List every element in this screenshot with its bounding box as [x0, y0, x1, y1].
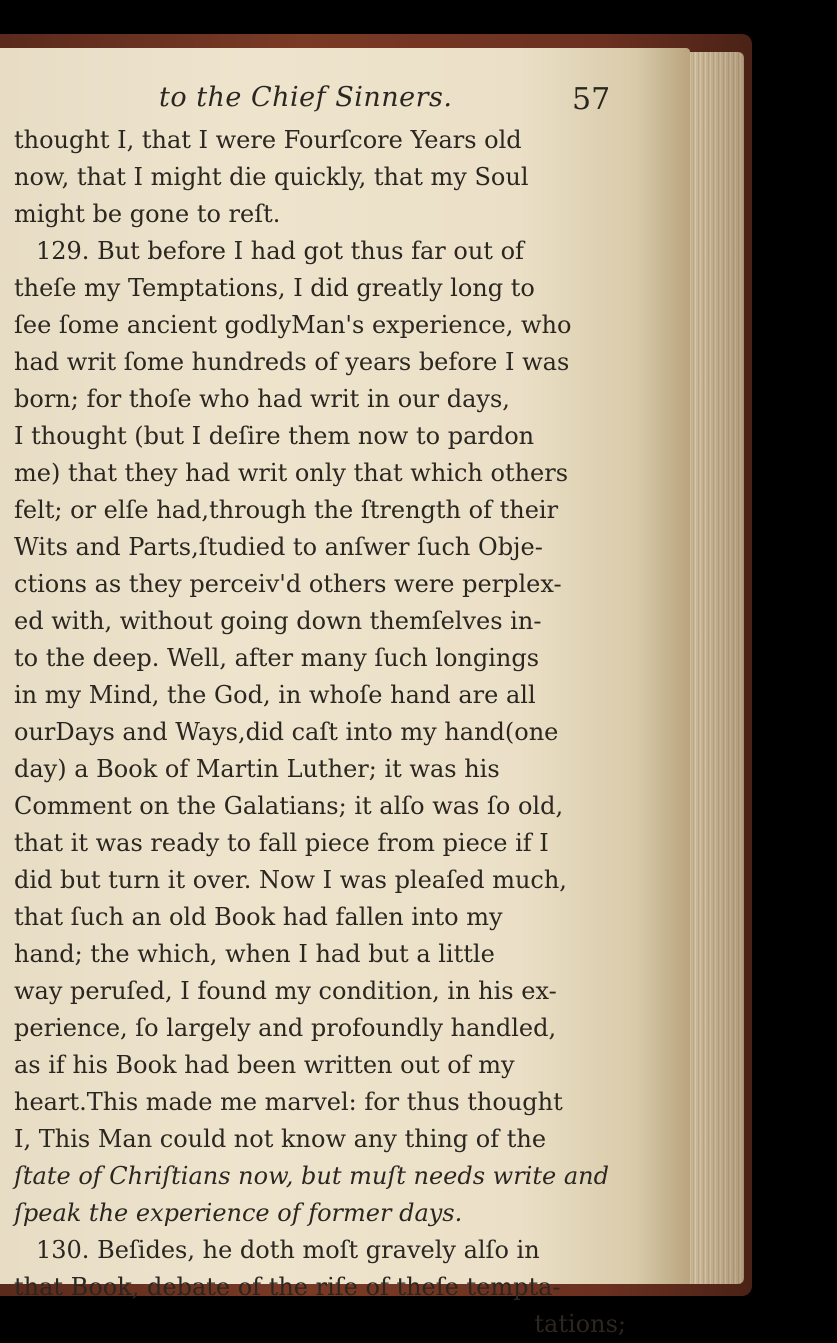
body-text — [14, 122, 674, 1343]
text-line: that ſuch an old Book had fallen into my — [14, 903, 503, 931]
text-line: born; for thoſe who had writ in our days, — [14, 385, 510, 413]
page-header — [14, 72, 674, 122]
page-text — [14, 72, 674, 1343]
running-head: to the Chief Sinners. — [159, 82, 453, 113]
text-line: heart.This made me marvel: for thus thought — [14, 1088, 563, 1116]
text-line: I thought (but I deſire them now to pardon — [14, 422, 535, 450]
text-line: ourDays and Ways,did caſt into my hand(one — [14, 718, 559, 746]
text-line: ſee ſome ancient godlyMan's experience, who — [14, 311, 572, 339]
text-line: I, This Man could not know any thing of the — [14, 1125, 547, 1153]
text-line: day) a Book of Martin Luther; it was his — [14, 755, 500, 783]
text-line: ctions as they perceiv'd others were perplex- — [14, 570, 562, 598]
text-line: 129. But before I had got thus far out of — [36, 237, 524, 265]
text-line: Wits and Parts,ſtudied to anſwer ſuch Obje- — [14, 533, 543, 561]
text-line: ſpeak the experience of former days. — [14, 1199, 463, 1227]
text-line: perience, ſo largely and profoundly handled, — [14, 1014, 557, 1042]
text-line: had writ ſome hundreds of years before I was — [14, 348, 570, 376]
text-line: way peruſed, I found my condition, in his ex- — [14, 977, 557, 1005]
text-line: Comment on the Galatians; it alſo was ſo old, — [14, 792, 564, 820]
text-line: 130. Beſides, he doth moſt gravely alſo in — [36, 1236, 540, 1264]
text-line: hand; the which, when I had but a little — [14, 940, 495, 968]
text-line: ſtate of Chriſtians now, but muſt needs write and — [14, 1162, 609, 1190]
text-line: ed with, without going down themſelves in- — [14, 607, 542, 635]
text-line: now, that I might die quickly, that my Soul — [14, 163, 529, 191]
text-line: me) that they had writ only that which others — [14, 459, 569, 487]
page-number: 57 — [572, 82, 611, 117]
text-line: might be gone to reſt. — [14, 200, 281, 228]
text-line: theſe my Temptations, I did greatly long to — [14, 274, 535, 302]
text-line: did but turn it over. Now I was pleaſed much, — [14, 866, 567, 894]
text-line: in my Mind, the God, in whoſe hand are all — [14, 681, 536, 709]
text-line: to the deep. Well, after many ſuch longings — [14, 644, 540, 672]
text-line: as if his Book had been written out of my — [14, 1051, 515, 1079]
text-line: thought I, that I were Fourſcore Years old — [14, 126, 522, 154]
text-line: felt; or elſe had,through the ſtrength of their — [14, 496, 559, 524]
text-line: that Book, debate of the riſe of theſe tempta- — [14, 1273, 561, 1301]
catchword-line: tations; — [534, 1310, 626, 1338]
text-line: that it was ready to fall piece from piece if I — [14, 829, 549, 857]
